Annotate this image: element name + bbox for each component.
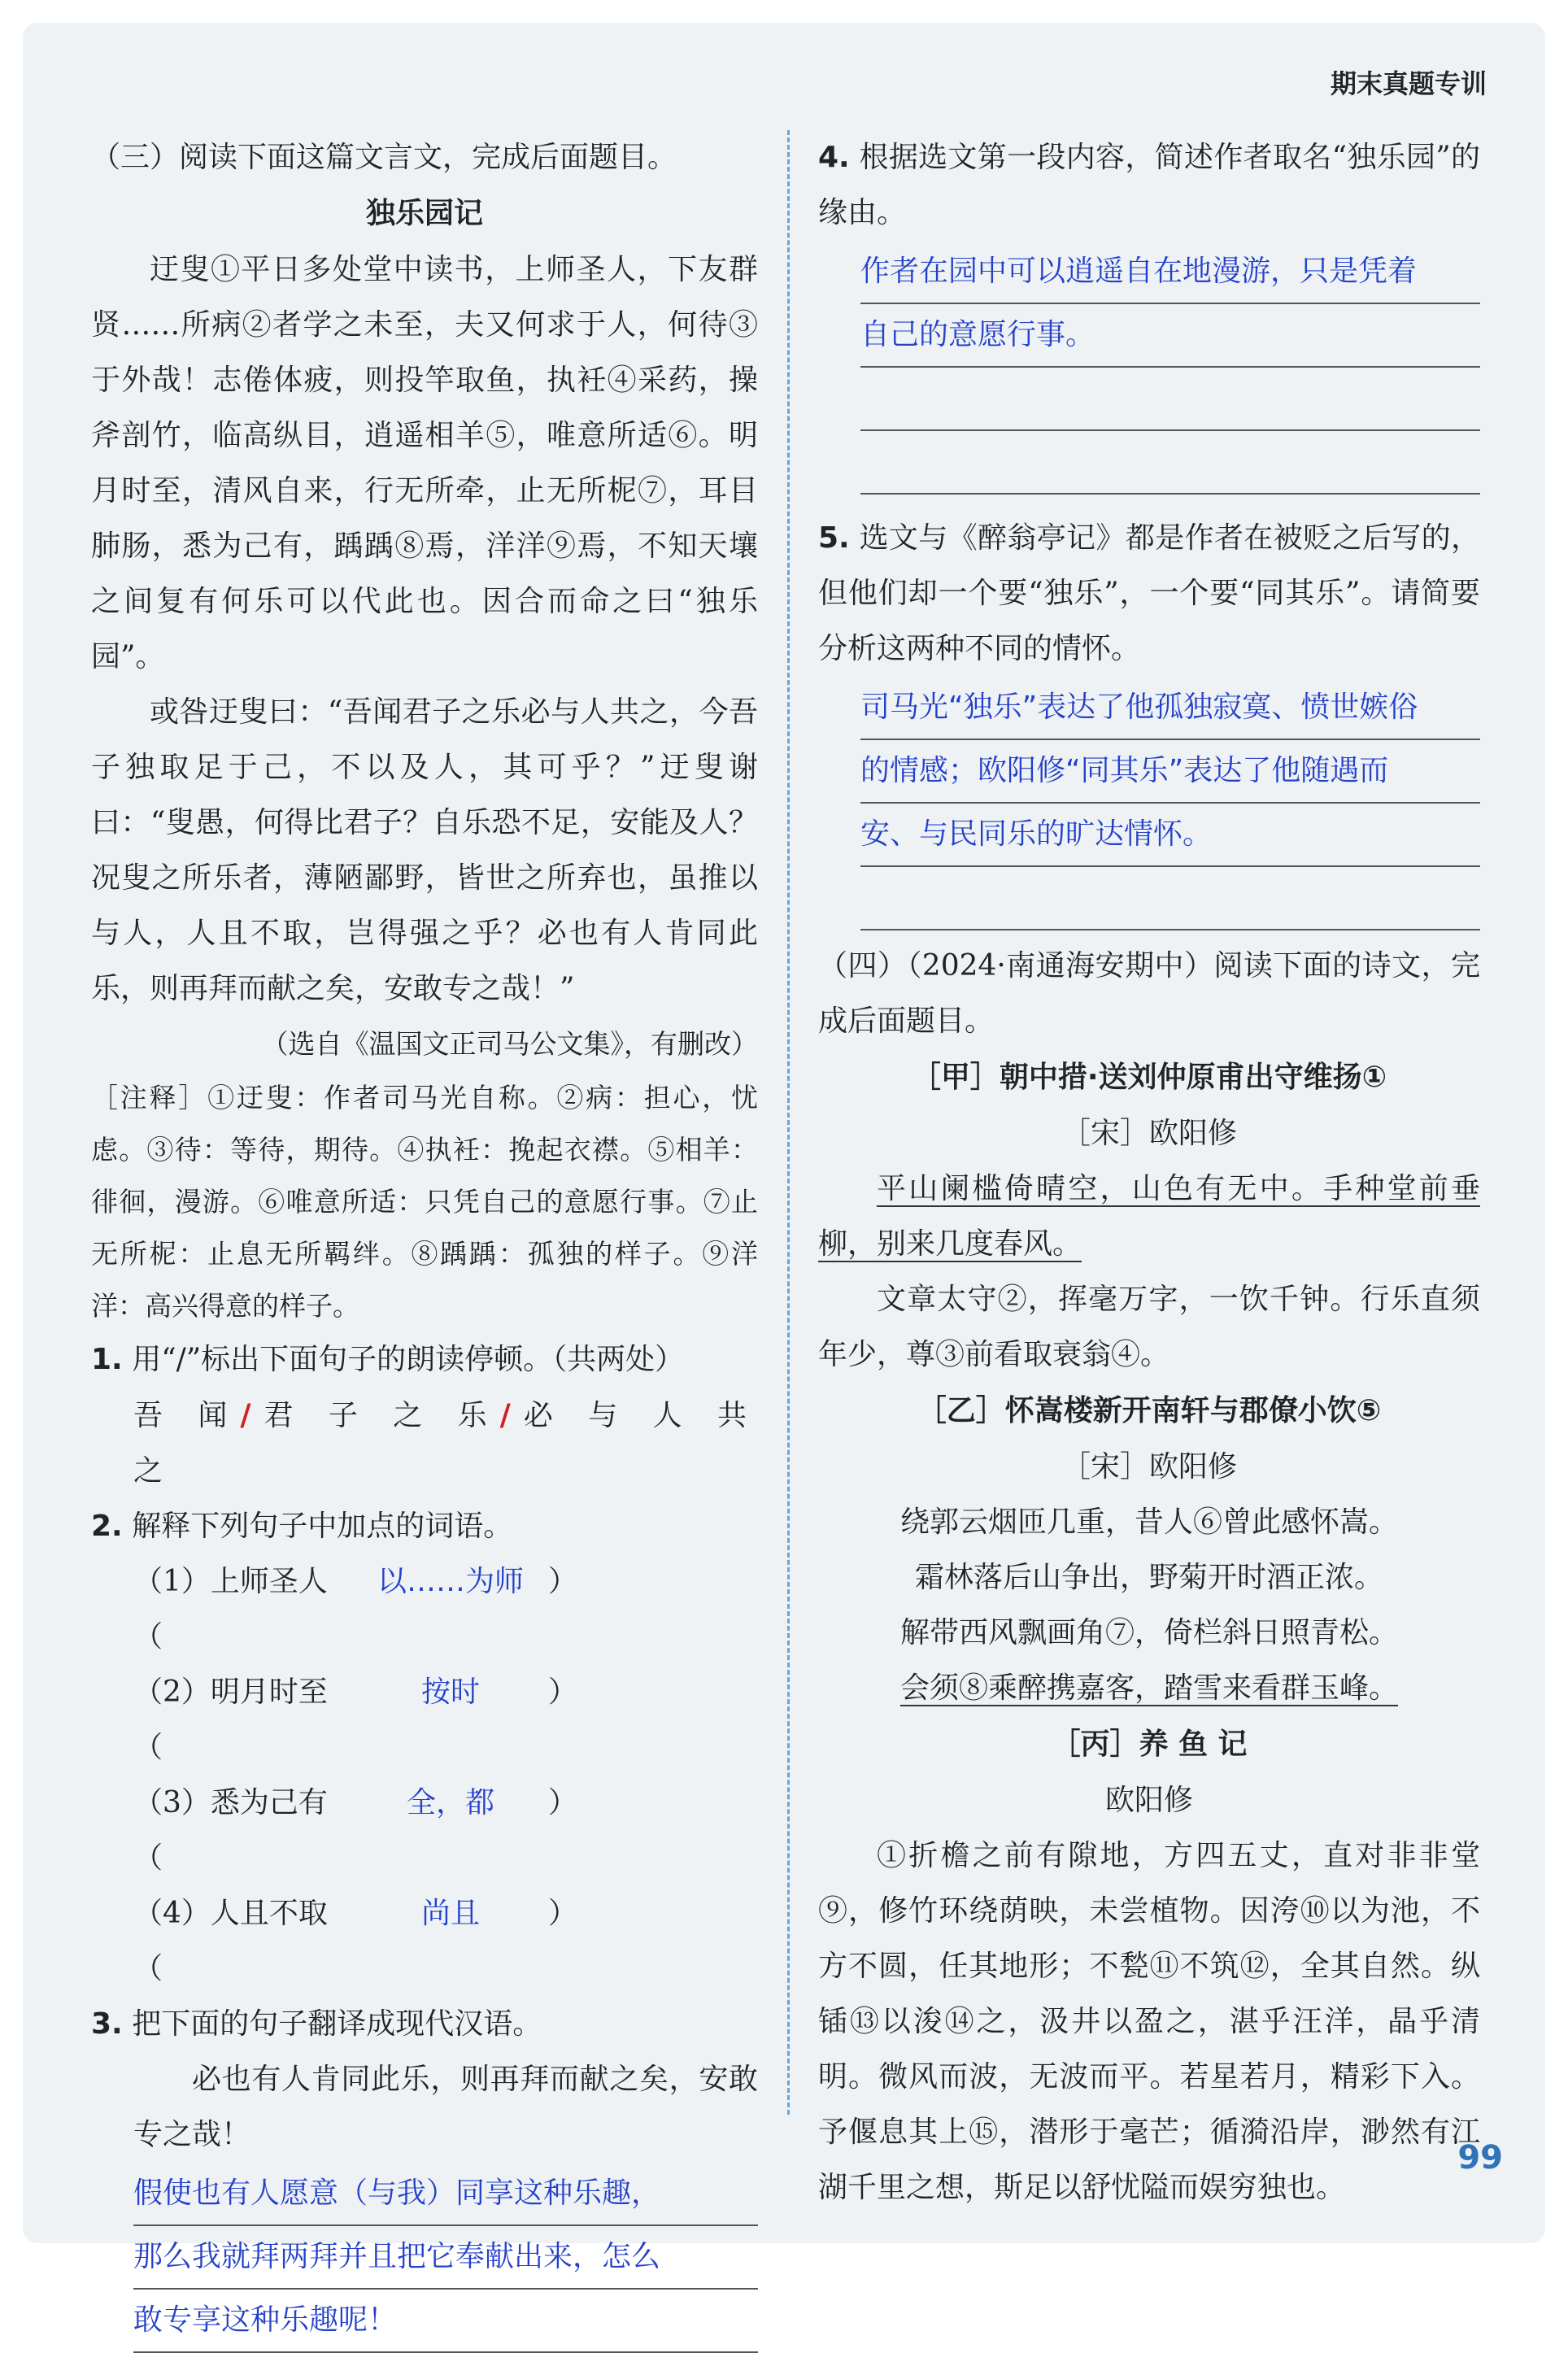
poem-title-text: 朝中措·送刘仲原甫出守维扬① [999, 1061, 1387, 1094]
question-5 [818, 511, 1480, 677]
question-1 [91, 1332, 758, 1388]
question-text: 解释下列句子中加点的词语。 [132, 1510, 513, 1543]
poem-tag: ［乙］ [917, 1394, 1005, 1427]
word-item-answer: 尚且 [420, 1897, 480, 1930]
prose-bing-title [818, 1716, 1480, 1773]
poem-jia-title [818, 1049, 1480, 1106]
word-item [91, 1886, 758, 1997]
answer-line: 假使也有人愿意（与我）同享这种乐趣， [133, 2163, 758, 2226]
sentence-part: 吾 闻 [133, 1399, 241, 1432]
question-number: 1. [91, 1343, 123, 1376]
poem-jia-line-2: 文章太守②，挥毫万字，一饮千钟。行乐直须年少，尊③前看取衰翁④。 [818, 1283, 1480, 1371]
answer-line: 自己的意愿行事。 [860, 304, 1480, 368]
question-number: 3. [91, 2007, 123, 2041]
poem-author: ［宋］欧阳修 [1061, 1450, 1237, 1484]
word-item-label: （2）明月时至（ [133, 1675, 328, 1764]
word-item-close: ） [548, 1565, 578, 1598]
question-text: 根据选文第一段内容，简述作者取名“独乐园”的缘由。 [818, 141, 1480, 229]
page-number: 99 [1457, 2139, 1503, 2177]
column-divider [787, 130, 790, 2115]
sentence-part: 必 与 人 共 之 [133, 1399, 758, 1488]
poem-line: 绕郭云烟匝几重，昔人⑥曾此感怀嵩。 [899, 1505, 1398, 1539]
poem-tag: ［丙］ [1051, 1728, 1139, 1761]
word-item-close: ） [548, 1675, 578, 1709]
poem-line: 解带西风飘画角⑦，倚栏斜日照青松。 [899, 1616, 1398, 1649]
question-number: 2. [91, 1510, 123, 1543]
underlined-text: 会须⑧乘醉携嘉客，踏雪来看群玉峰。 [899, 1671, 1398, 1705]
passage-source: （选自《温国文正司马公文集》，有删改） [261, 1028, 758, 1060]
poem-tag: ［甲］ [911, 1061, 1000, 1094]
sentence-part: 君 子 之 乐 [262, 1399, 500, 1432]
word-item-answer: 以……为师 [377, 1565, 524, 1598]
passage-paragraph-1: 迂叟①平日多处堂中读书，上师圣人，下友群贤……所病②者学之未至，夫又何求于人，何待③于外哉！志倦体疲，则投竿取鱼，执衽④采药，操斧剖竹，临高纵目，逍遥相羊⑤，唯意所适⑥。明月时至，清风自来，行无所牵，止无所柅⑦，耳目肺肠，悉为己有，踽踽⑧焉，洋洋⑨焉，不知天壤之间复有何乐可以代此也。因合而命之曰“独乐园”。 [91, 253, 758, 673]
word-item-close: ） [548, 1786, 578, 1819]
poem-yi-body [818, 1495, 1480, 1716]
answer-lines [818, 241, 1480, 495]
answer-line: 安、与民同乐的旷达情怀。 [860, 804, 1480, 867]
section-intro: （三）阅读下面这篇文言文，完成后面题目。 [91, 141, 677, 174]
pause-mark: / [499, 1398, 522, 1432]
poem-line [818, 1661, 1480, 1716]
question-number: 5. [818, 521, 850, 555]
poem-title-text: 怀嵩楼新开南轩与郡僚小饮⑤ [1004, 1394, 1382, 1427]
annotation-notes: ［注释］①迂叟：作者司马光自称。②病：担心，忧虑。③待：等待，期待。④执衽：挽起衣襟。⑤相羊：徘徊，漫游。⑥唯意所适：只凭自己的意愿行事。⑦止无所柅：止息无所羁绊。⑧踽踽：孤独的样子。⑨洋洋：高兴得意的样子。 [91, 1082, 758, 1322]
word-item-answer: 全，都 [406, 1786, 494, 1819]
word-item-label: （1）上师圣人（ [133, 1565, 328, 1654]
question-text: 选文与《醉翁亭记》都是作者在被贬之后写的，但他们却一个要“独乐”，一个要“同其乐”。请简要分析这两种不同的情怀。 [818, 521, 1480, 665]
word-item-label: （3）悉为己有（ [133, 1786, 328, 1875]
section-intro-4: （四）（2024·南通海安期中）阅读下面的诗文，完成后面题目。 [818, 949, 1480, 1038]
answer-line: 那么我就拜两拜并且把它奉献出来，怎么 [133, 2226, 758, 2290]
question-text: 用“/”标出下面句子的朗读停顿。（共两处） [132, 1343, 685, 1376]
poem-jia-line-1 [818, 1161, 1480, 1272]
word-item-label: （4）人且不取（ [133, 1897, 328, 1985]
passage-paragraph-2: 或咎迂叟曰：“吾闻君子之乐必与人共之，今吾子独取足于己，不以及人，其可乎？”迂叟谢曰：“叟愚，何得比君子？自乐恐不足，安能及人？况叟之所乐者，薄陋鄙野，皆世之所弃也，虽推以与人，人且不取，岂得强之乎？必也有人肯同此乐，则再拜而献之矣，安敢专之哉！” [91, 695, 758, 1005]
answer-line: 的情感；欧阳修“同其乐”表达了他随遇而 [860, 740, 1480, 804]
page-header-title: 期末真题专训 [1330, 68, 1487, 99]
question-4 [818, 130, 1480, 241]
poem-title-text: 养 鱼 记 [1139, 1728, 1248, 1761]
answer-line: 司马光“独乐”表达了他孤独寂寞、愤世嫉俗 [860, 677, 1480, 740]
word-item-answer: 按时 [420, 1675, 480, 1709]
right-column [818, 130, 1480, 2216]
blank-answer-line [860, 368, 1480, 431]
prose-bing-paragraph: ①折檐之前有隙地，方四五丈，直对非非堂⑨，修竹环绕荫映，未尝植物。因洿⑩以为池，不方不圆，任其地形；不甃⑪不筑⑫，全其自然。纵锸⑬以浚⑭之，汲井以盈之，湛乎汪洋，晶乎清明。微风而波，无波而平。若星若月，精彩下入。予偃息其上⑮，潜形于毫芒；循漪沿岸，渺然有江湖千里之想，斯足以舒忧隘而娱穷独也。 [818, 1839, 1480, 2204]
answer-line: 作者在园中可以逍遥自在地漫游，只是凭着 [860, 241, 1480, 304]
pause-mark: / [240, 1398, 263, 1432]
word-item [91, 1665, 758, 1776]
word-item [91, 1776, 758, 1886]
poem-line: 霜林落后山争出，野菊开时酒正浓。 [914, 1561, 1383, 1594]
question-3 [91, 1997, 758, 2052]
answer-lines [818, 677, 1480, 930]
word-item [91, 1554, 758, 1665]
question-2 [91, 1499, 758, 1554]
word-item-close: ） [548, 1897, 578, 1930]
blank-answer-line [860, 431, 1480, 495]
poem-yi-title [818, 1383, 1480, 1440]
question-text: 把下面的句子翻译成现代汉语。 [132, 2007, 542, 2041]
answer-line: 敢专享这种乐趣呢！ [133, 2290, 758, 2353]
poem-author: ［宋］欧阳修 [1061, 1117, 1237, 1150]
translate-sentence: 必也有人肯同此乐，则再拜而献之矣，安敢专之哉！ [133, 2063, 758, 2151]
pause-sentence [91, 1388, 758, 1499]
passage-title: 独乐园记 [365, 197, 483, 230]
underlined-text: 平山阑槛倚晴空，山色有无中。手种堂前垂柳，别来几度春风。 [818, 1172, 1480, 1261]
blank-answer-line [860, 867, 1480, 930]
question-number: 4. [818, 141, 850, 174]
answer-lines [91, 2163, 758, 2353]
left-column [91, 130, 758, 2353]
poem-author: 欧阳修 [1104, 1784, 1193, 1817]
